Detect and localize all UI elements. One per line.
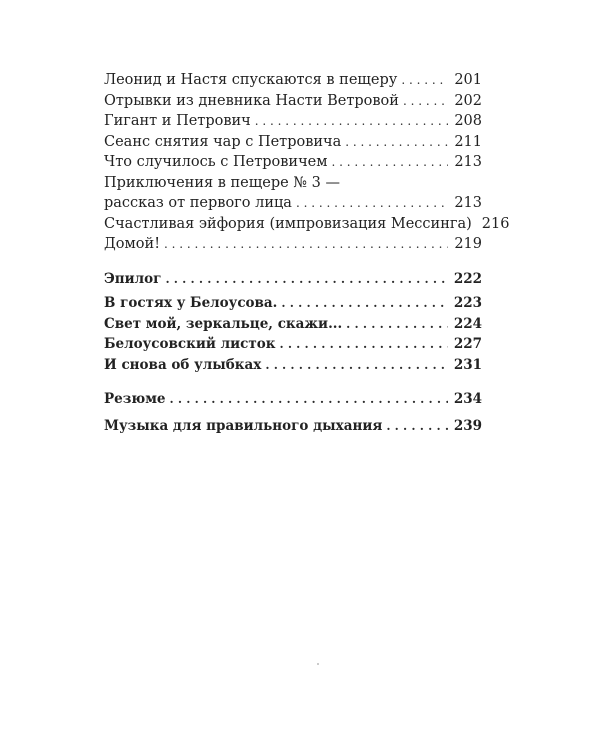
paper-speck — [317, 663, 319, 665]
leader-dots — [403, 91, 448, 112]
section-spacer — [104, 255, 482, 269]
toc-subentry-title: Свет мой, зеркальце, скажи... — [104, 315, 343, 332]
toc-entry-title: Леонид и Настя спускаются в пещеру — [104, 72, 398, 88]
toc-entry-page: 213 — [454, 195, 482, 211]
toc-entry — [104, 152, 482, 173]
toc-section-summary — [104, 389, 482, 410]
toc-entry-page: 201 — [454, 72, 482, 88]
toc-entry-title: Отрывки из дневника Насти Ветровой — [104, 92, 399, 109]
toc-section-page: 239 — [453, 417, 482, 434]
toc-section-page: 234 — [453, 391, 482, 407]
toc-section-music — [104, 416, 482, 437]
toc-entry-title: Что случилось с Петровичем — [104, 154, 328, 170]
leader-dots — [255, 111, 449, 132]
table-of-contents — [104, 70, 510, 436]
toc-entry-title-line — [104, 173, 482, 194]
toc-entry — [104, 111, 482, 132]
toc-subentry-page: 227 — [453, 336, 482, 352]
toc-entry — [104, 193, 482, 214]
toc-section-title: Музыка для правильного дыхания — [104, 417, 383, 434]
toc-entry-page: 202 — [454, 92, 482, 109]
leader-dots — [164, 234, 448, 255]
toc-subentry-title: Белоусовский листок — [104, 336, 276, 352]
toc-entry — [104, 234, 482, 255]
toc-entry-title: Приключения в пещере № 3 — — [104, 174, 340, 191]
toc-subentry — [104, 314, 482, 335]
leader-dots — [296, 193, 448, 214]
toc-entry-page: 213 — [454, 154, 482, 170]
toc-entry-page: 219 — [454, 236, 482, 252]
toc-entry-title: Сеанс снятия чар с Петровича — [104, 133, 342, 150]
leader-dots — [279, 334, 447, 355]
section-spacer — [104, 375, 482, 389]
toc-entry-title: Домой! — [104, 236, 161, 252]
leader-dots — [170, 389, 448, 410]
toc-entry-title: Гигант и Петрович — [104, 113, 251, 129]
leader-dots — [332, 152, 449, 173]
leader-dots — [401, 70, 448, 91]
toc-entry-page: 208 — [454, 113, 482, 129]
toc-subentry — [104, 355, 482, 376]
toc-section-title: Эпилог — [104, 270, 162, 287]
leader-dots — [346, 314, 448, 335]
toc-section-title: Резюме — [104, 391, 166, 407]
toc-entry-title: Счастливая эйфория (импровизация Мессинга) — [104, 215, 472, 232]
leader-dots — [386, 416, 447, 437]
toc-entry — [104, 70, 482, 91]
leader-dots — [345, 132, 448, 153]
toc-section-page: 222 — [453, 270, 482, 287]
toc-entry — [104, 91, 482, 112]
toc-entry — [104, 132, 482, 153]
leader-dots — [281, 293, 447, 314]
leader-dots — [265, 355, 447, 376]
toc-section-epilogue — [104, 269, 482, 290]
leader-dots — [165, 269, 447, 290]
toc-entry — [104, 214, 510, 235]
toc-subentry — [104, 293, 482, 314]
toc-subentry-page: 231 — [453, 356, 482, 373]
toc-subentry-title: В гостях у Белоусова. — [104, 295, 278, 311]
toc-subentry-page: 223 — [453, 295, 482, 311]
toc-subentry — [104, 334, 482, 355]
toc-subentry-title: И снова об улыбках — [104, 356, 262, 373]
toc-entry-page: 211 — [454, 133, 482, 150]
toc-entry-title: рассказ от первого лица — [104, 195, 292, 211]
toc-entry-page: 216 — [481, 215, 510, 232]
toc-subentry-page: 224 — [453, 315, 482, 332]
